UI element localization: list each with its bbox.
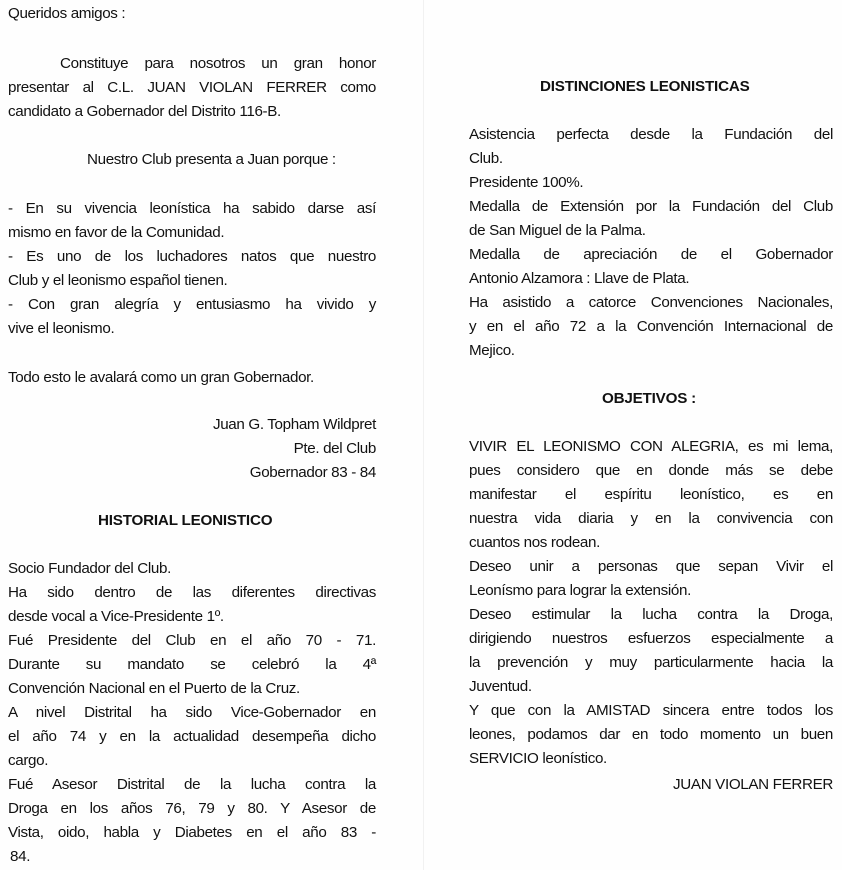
reason-line: - Con gran alegría y entusiasmo ha vivido y bbox=[8, 296, 376, 313]
objetivos-line: la prevención y muy particularmente hacia la bbox=[469, 654, 833, 671]
historial-line: Droga en los años 76, 79 y 80. Y Asesor de bbox=[8, 800, 376, 817]
reason-line: vive el leonismo. bbox=[8, 320, 115, 337]
reason-intro: Nuestro Club presenta a Juan porque : bbox=[87, 151, 336, 168]
reason-line: - En su vivencia leonística ha sabido darse así bbox=[8, 200, 376, 217]
distinciones-line: Medalla de apreciación de el Gobernador bbox=[469, 246, 833, 263]
objetivos-line: SERVICIO leonístico. bbox=[469, 750, 607, 767]
closing-sentence: Todo esto le avalará como un gran Gobernador. bbox=[8, 369, 314, 386]
objetivos-line: nuestra vida diaria y en la convivencia con bbox=[469, 510, 833, 527]
historial-line: el año 74 y en la actualidad desempeña dicho bbox=[8, 728, 376, 745]
objetivos-line: Deseo estimular la lucha contra la Droga, bbox=[469, 606, 833, 623]
historial-line: 84. bbox=[10, 848, 31, 865]
objetivos-line: cuantos nos rodean. bbox=[469, 534, 600, 551]
historial-line: Fué Asesor Distrital de la lucha contra la bbox=[8, 776, 376, 793]
distinciones-line: Antonio Alzamora : Llave de Plata. bbox=[469, 270, 690, 287]
historial-line: Fué Presidente del Club en el año 70 - 71. bbox=[8, 632, 376, 649]
historial-line: Vista, oido, habla y Diabetes en el año 83 - bbox=[8, 824, 376, 841]
candidate-signature: JUAN VIOLAN FERRER bbox=[673, 776, 833, 793]
distinciones-line: Medalla de Extensión por la Fundación del Club bbox=[469, 198, 833, 215]
signature-title: Pte. del Club bbox=[293, 440, 376, 457]
reason-line: - Es uno de los luchadores natos que nuestro bbox=[8, 248, 376, 265]
distinciones-line: Club. bbox=[469, 150, 503, 167]
objetivos-line: Leonísmo para lograr la extensión. bbox=[469, 582, 691, 599]
historial-line: Durante su mandato se celebró la 4ª bbox=[8, 656, 376, 673]
historial-line: A nivel Distrital ha sido Vice-Gobernador en bbox=[8, 704, 376, 721]
signature-name: Juan G. Topham Wildpret bbox=[212, 416, 376, 433]
distinciones-line: Ha asistido a catorce Convenciones Nacionales, bbox=[469, 294, 833, 311]
distinciones-line: Presidente 100%. bbox=[469, 174, 584, 191]
signature-role: Gobernador 83 - 84 bbox=[249, 464, 376, 481]
page-fold-line bbox=[423, 0, 424, 870]
historial-line: Ha sido dentro de las diferentes directivas bbox=[8, 584, 376, 601]
distinciones-line: y en el año 72 a la Convención Internacional de bbox=[469, 318, 833, 335]
objetivos-heading: OBJETIVOS : bbox=[602, 390, 697, 407]
distinciones-line: Mejico. bbox=[469, 342, 515, 359]
objetivos-line: Deseo unir a personas que sepan Vivir el bbox=[469, 558, 833, 575]
objetivos-line: Juventud. bbox=[469, 678, 532, 695]
intro-line: Constituye para nosotros un gran honor bbox=[60, 55, 376, 72]
objetivos-line: dirigiendo nuestros esfuerzos especialmente a bbox=[469, 630, 833, 647]
distinciones-heading: DISTINCIONES LEONISTICAS bbox=[540, 78, 750, 95]
reason-line: mismo en favor de la Comunidad. bbox=[8, 224, 225, 241]
distinciones-line: de San Miguel de la Palma. bbox=[469, 222, 646, 239]
objetivos-line: Y que con la AMISTAD sincera entre todos los bbox=[469, 702, 833, 719]
objetivos-line: pues considero que en donde más se debe bbox=[469, 462, 833, 479]
objetivos-line: manifestar el espíritu leonístico, es en bbox=[469, 486, 833, 503]
historial-line: cargo. bbox=[8, 752, 49, 769]
greeting: Queridos amigos : bbox=[8, 5, 126, 22]
historial-line: desde vocal a Vice-Presidente 1º. bbox=[8, 608, 224, 625]
reason-line: Club y el leonismo español tienen. bbox=[8, 272, 228, 289]
objetivos-line: VIVIR EL LEONISMO CON ALEGRIA, es mi lema, bbox=[469, 438, 833, 455]
objetivos-line: leones, podamos dar en todo momento un buen bbox=[469, 726, 833, 743]
historial-heading: HISTORIAL LEONISTICO bbox=[98, 512, 273, 529]
historial-line: Convención Nacional en el Puerto de la Cruz. bbox=[8, 680, 300, 697]
historial-line: Socio Fundador del Club. bbox=[8, 560, 171, 577]
distinciones-line: Asistencia perfecta desde la Fundación del bbox=[469, 126, 833, 143]
intro-line: candidato a Gobernador del Distrito 116-B. bbox=[8, 103, 281, 120]
intro-line: presentar al C.L. JUAN VIOLAN FERRER como bbox=[8, 79, 376, 96]
